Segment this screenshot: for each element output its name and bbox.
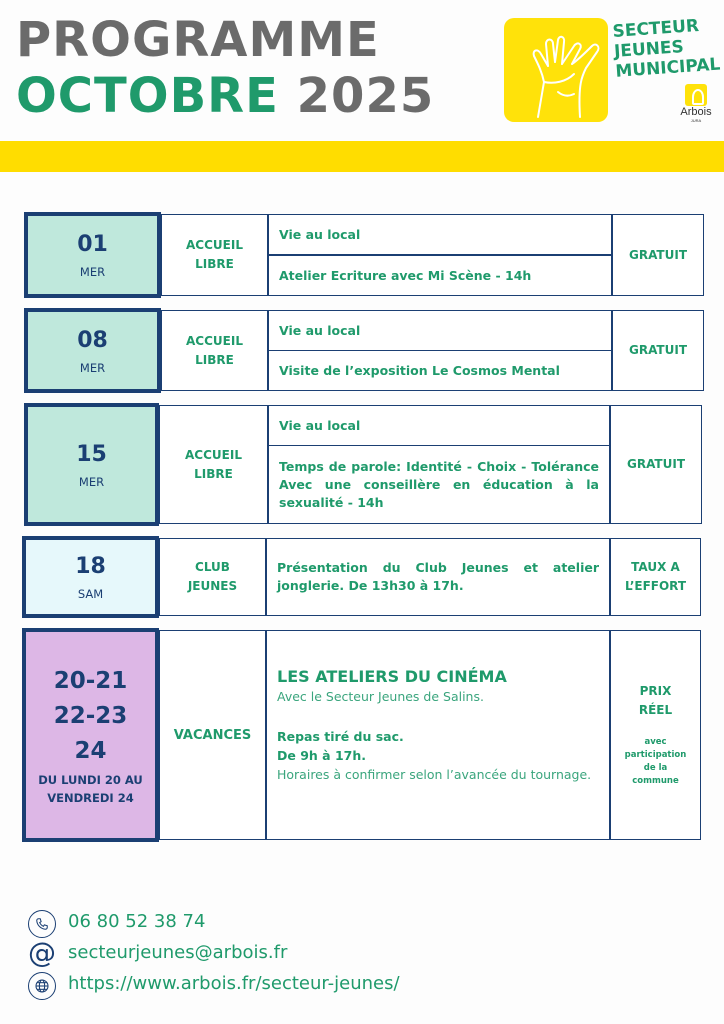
activity-type: VACANCES	[159, 630, 266, 840]
event-subtitle: Avec le Secteur Jeunes de Salins.	[277, 689, 484, 704]
email-link[interactable]: secteurjeunes@arbois.fr	[68, 942, 288, 963]
price-label: PRIX RÉEL	[638, 684, 673, 717]
activity-item: Présentation du Club Jeunes et atelier jonglerie. De 13h30 à 17h.	[266, 538, 610, 616]
pinky-promise-hands-icon	[508, 22, 608, 122]
weekday: SAM	[77, 587, 104, 601]
cinema-workshop-details	[266, 630, 610, 840]
type-label: CLUB JEUNES	[187, 560, 238, 593]
type-label: ACCUEIL LIBRE	[186, 333, 243, 367]
activity-item: Temps de parole: Identité - Choix - Tolérance Avec une conseillère en éducation à la sexualité - 14h	[268, 445, 610, 524]
activity-item: Visite de l’exposition Le Cosmos Mental	[268, 350, 612, 391]
price-label: TAUX A L’EFFORT	[624, 560, 687, 593]
secteur-jeunes-logo	[504, 15, 721, 128]
arbois-mark-icon	[685, 84, 707, 106]
day-range: 24	[74, 737, 107, 764]
date-cell	[24, 212, 161, 298]
activity-item: Atelier Ecriture avec Mi Scène - 14h	[268, 255, 612, 296]
schedule-row	[0, 308, 724, 393]
date-cell	[24, 308, 161, 393]
event-detail: Repas tiré du sac.	[277, 729, 404, 744]
schedule-row	[0, 536, 724, 618]
date-cell	[24, 403, 159, 526]
globe-icon	[28, 972, 56, 1000]
title-year: 2025	[296, 68, 435, 124]
day-range: 20-21	[53, 667, 128, 694]
price-cell	[610, 538, 701, 616]
day-number: 15	[76, 441, 107, 467]
activity-item: Vie au local	[268, 310, 612, 351]
schedule-row	[0, 403, 724, 526]
phone-number-link[interactable]: 06 80 52 38 74	[68, 911, 206, 932]
date-cell	[22, 536, 159, 618]
day-range: 22-23	[53, 702, 128, 729]
title-month: OCTOBRE	[16, 68, 279, 124]
weekday: MER	[79, 265, 106, 279]
website-link[interactable]: https://www.arbois.fr/secteur-jeunes/	[68, 973, 400, 994]
price-cell	[610, 630, 701, 840]
logo-line3: MUNICIPAL	[614, 54, 721, 82]
price-note: avec participation de la commune	[624, 737, 687, 786]
day-number: 08	[77, 327, 108, 353]
weekday: MER	[79, 360, 106, 375]
day-number: 01	[77, 232, 108, 257]
type-label: ACCUEIL LIBRE	[185, 447, 242, 481]
activity-item: Vie au local	[268, 214, 612, 255]
logo-text	[612, 15, 721, 82]
event-detail: De 9h à 17h.	[277, 748, 366, 763]
activity-item: Vie au local	[268, 405, 610, 446]
weekday: MER	[78, 474, 105, 489]
type-label: ACCUEIL LIBRE	[186, 238, 243, 271]
activity-type	[161, 214, 268, 296]
event-note: Horaires à confirmer selon l’avancée du tournage.	[277, 767, 592, 782]
schedule-row	[0, 628, 724, 842]
phone-icon	[28, 910, 56, 938]
schedule-row	[0, 212, 724, 298]
arbois-name: Arbois	[680, 106, 712, 118]
price-cell: GRATUIT	[612, 310, 704, 391]
arbois-sub: JURA	[690, 118, 702, 123]
date-range-text: DU LUNDI 20 AU VENDREDI 24	[38, 772, 143, 805]
logo-line1: SECTEUR	[612, 15, 700, 42]
activity-type	[161, 310, 268, 391]
date-cell	[22, 628, 159, 842]
activity-type	[159, 405, 268, 524]
price-cell: GRATUIT	[610, 405, 702, 524]
logo-line2: JEUNES	[613, 37, 685, 62]
price-cell: GRATUIT	[612, 214, 704, 296]
page-title-line1: PROGRAMME	[16, 12, 380, 68]
event-title: LES ATELIERS DU CINÉMA	[277, 667, 507, 686]
arbois-town-logo	[676, 84, 716, 123]
header-divider-band	[0, 141, 724, 172]
activity-type	[159, 538, 266, 616]
page-title-line2	[16, 68, 434, 124]
email-at-icon: @	[28, 936, 56, 969]
day-number: 18	[75, 554, 106, 579]
